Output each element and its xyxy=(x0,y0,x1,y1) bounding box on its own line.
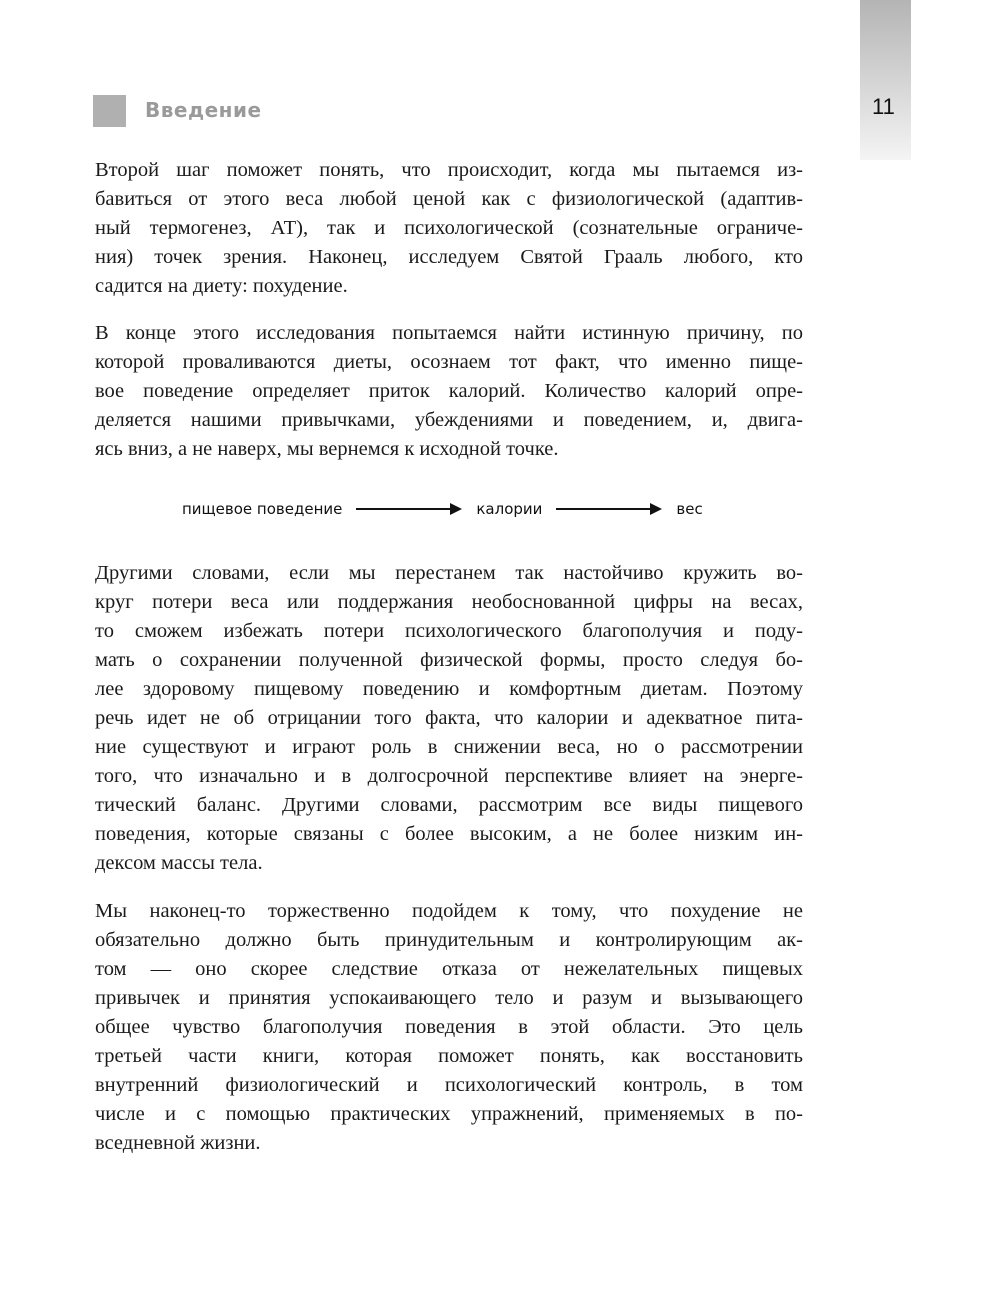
diagram-node-eating-behavior: пищевое поведение xyxy=(182,500,343,518)
text-line: ясь вниз, а не наверх, мы вернемся к исходной точке. xyxy=(95,438,559,460)
text-line: Другими словами, если мы перестанем так настойчиво кружить во- xyxy=(95,562,803,584)
page-number: 11 xyxy=(872,94,895,119)
flow-diagram xyxy=(182,500,703,518)
text-line: В конце этого исследования попытаемся найти истинную причину, по xyxy=(95,322,803,344)
text-line: том — оно скорее следствие отказа от нежелательных пищевых xyxy=(95,958,803,980)
text-line: числе и с помощью практических упражнений, применяемых в по- xyxy=(95,1103,803,1125)
text-line: дексом массы тела. xyxy=(95,852,263,874)
paragraph-4 xyxy=(95,897,803,1158)
text-line: привычек и принятия успокаивающего тело и разум и вызывающего xyxy=(95,987,803,1009)
text-line: ния) точек зрения. Наконец, исследуем Святой Грааль любого, кто xyxy=(95,246,803,268)
text-line: вое поведение определяет приток калорий. Количество калорий опре- xyxy=(95,380,803,402)
text-line: деляется нашими привычками, убеждениями и поведением, и, двига- xyxy=(95,409,803,431)
text-line: мать о сохранении полученной физической формы, просто следуя бо- xyxy=(95,649,803,671)
text-line: общее чувство благополучия поведения в этой области. Это цель xyxy=(95,1016,803,1038)
paragraph-1 xyxy=(95,156,803,301)
text-line: поведения, которые связаны с более высоким, а не более низким ин- xyxy=(95,823,803,845)
arrow-right-icon xyxy=(356,508,460,510)
text-line: третьей части книги, которая поможет понять, как восстановить xyxy=(95,1045,803,1067)
text-line: которой проваливаются диеты, осознаем тот факт, что именно пище- xyxy=(95,351,803,373)
text-line: вседневной жизни. xyxy=(95,1132,261,1154)
paragraph-2 xyxy=(95,319,803,464)
text-line: обязательно должно быть принудительным и контролирующим ак- xyxy=(95,929,803,951)
paragraph-3 xyxy=(95,559,803,878)
text-line: внутренний физиологический и психологический контроль, в том xyxy=(95,1074,803,1096)
text-line: того, что изначально и в долгосрочной перспективе влияет на энерге- xyxy=(95,765,803,787)
section-marker-square xyxy=(93,95,126,127)
text-line: Мы наконец-то торжественно подойдем к тому, что похудение не xyxy=(95,900,803,922)
text-line: ный термогенез, АТ), так и психологической (сознательные ограниче- xyxy=(95,217,803,239)
text-line: бавиться от этого веса любой ценой как с физиологической (адаптив- xyxy=(95,188,803,210)
text-line: ние существуют и играют роль в снижении веса, но о рассмотрении xyxy=(95,736,803,758)
text-line: круг потери веса или поддержания необоснованной цифры на весах, xyxy=(95,591,803,613)
text-line: речь идет не об отрицании того факта, что калории и адекватное пита- xyxy=(95,707,803,729)
section-title: Введение xyxy=(145,98,262,122)
arrow-right-icon xyxy=(556,508,660,510)
page-edge-tab xyxy=(860,0,911,160)
text-line: тический баланс. Другими словами, рассмотрим все виды пищевого xyxy=(95,794,803,816)
diagram-node-calories: калории xyxy=(476,500,543,518)
diagram-node-weight: вес xyxy=(676,500,703,518)
text-line: садится на диету: похудение. xyxy=(95,275,348,297)
text-line: то сможем избежать потери психологического благополучия и поду- xyxy=(95,620,803,642)
text-line: лее здоровому пищевому поведению и комфортным диетам. Поэтому xyxy=(95,678,803,700)
text-line: Второй шаг поможет понять, что происходит, когда мы пытаемся из- xyxy=(95,159,803,181)
